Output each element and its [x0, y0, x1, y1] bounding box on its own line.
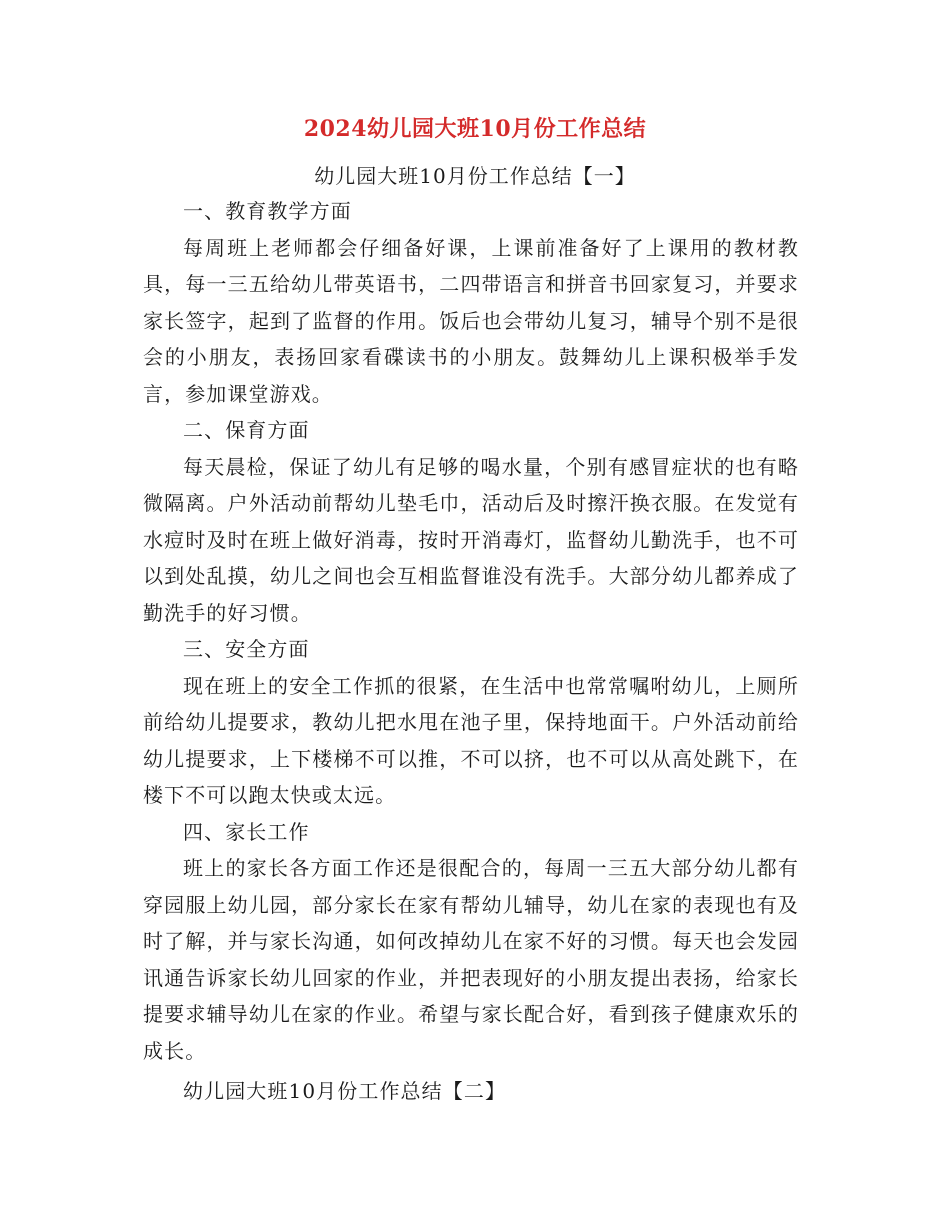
section-two-title: 幼儿园大班10月份工作总结【二】: [183, 1079, 507, 1103]
heading-teaching: 一、教育教学方面: [183, 199, 352, 223]
paragraph-teaching: 每周班上老师都会仔细备好课，上课前准备好了上课用的教材教具，每一三五给幼儿带英语书，二四带语言和拼音书回家复习，并要求家长签字，起到了监督的作用。饭后也会带幼儿复习，辅导个别不是很会的小朋友，表扬回家看碟读书的小朋友。鼓舞幼儿上课积极举手发言，参加课堂游戏。: [143, 235, 799, 406]
paragraph-care: 每天晨检，保证了幼儿有足够的喝水量，个别有感冒症状的也有略微隔离。户外活动前帮幼儿垫毛巾，活动后及时擦汗换衣服。在发觉有水痘时及时在班上做好消毒，按时开消毒灯，监督幼儿勤洗手，也不可以到处乱摸，幼儿之间也会互相监督谁没有洗手。大部分幼儿都养成了勤洗手的好习惯。: [143, 454, 799, 625]
paragraph-safety: 现在班上的安全工作抓的很紧，在生活中也常常嘱咐幼儿，上厕所前给幼儿提要求，教幼儿把水甩在池子里，保持地面干。户外活动前给幼儿提要求，上下楼梯不可以推，不可以挤，也不可以从高处跳下，在楼下不可以跑太快或太远。: [143, 673, 799, 807]
paragraph-parents: 班上的家长各方面工作还是很配合的，每周一三五大部分幼儿都有穿园服上幼儿园，部分家长在家有帮幼儿辅导，幼儿在家的表现也有及时了解，并与家长沟通，如何改掉幼儿在家不好的习惯。每天也会发园讯通告诉家长幼儿回家的作业，并把表现好的小朋友提出表扬，给家长提要求辅导幼儿在家的作业。希望与家长配合好，看到孩子健康欢乐的成长。: [143, 856, 799, 1063]
heading-safety: 三、安全方面: [183, 637, 310, 661]
heading-parents: 四、家长工作: [183, 819, 310, 844]
heading-care: 二、保育方面: [183, 418, 310, 442]
section-one-title: 幼儿园大班10月份工作总结【一】: [314, 164, 636, 188]
document-body: [143, 193, 799, 1110]
document-title: 2024幼儿园大班10月份工作总结: [303, 116, 647, 142]
